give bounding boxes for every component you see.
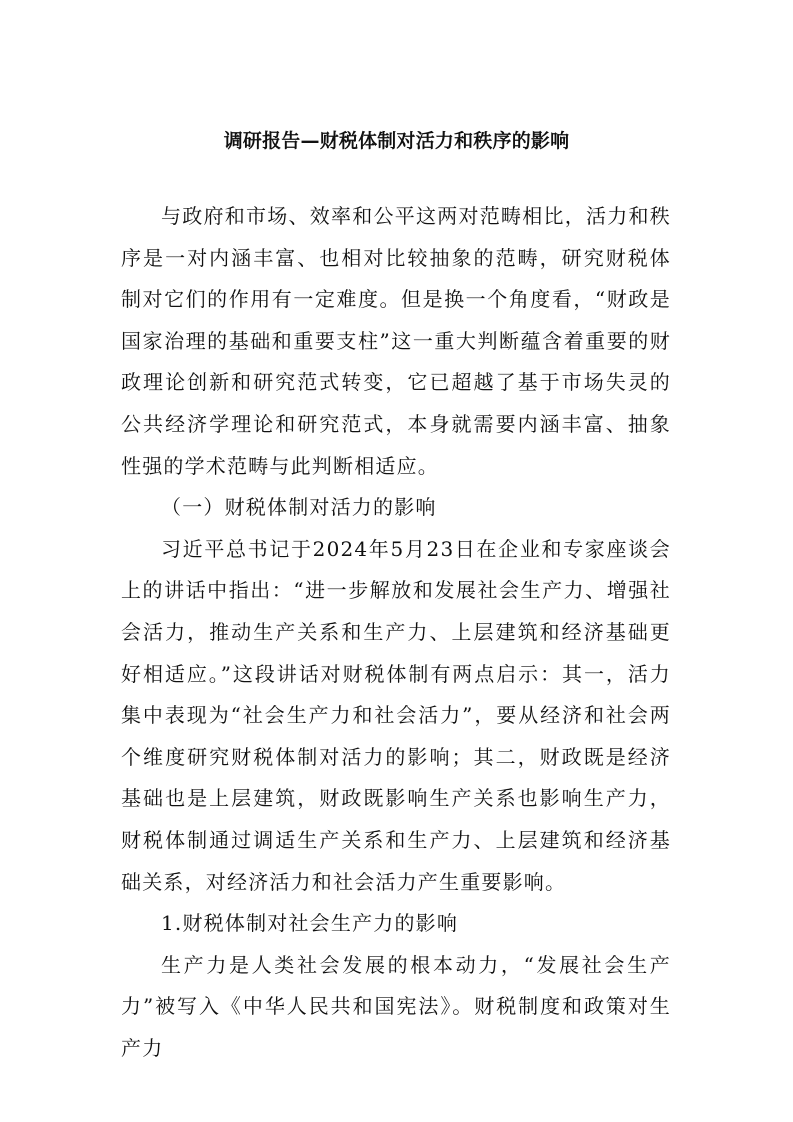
subsection-heading-productivity: 1.财税体制对社会生产力的影响: [161, 911, 459, 936]
section-heading-vitality: （一）财税体制对活力的影响: [161, 495, 437, 520]
paragraph-speech: 习近平总书记于2024年5月23日在企业和专家座谈会上的讲话中指出：“进一步解放和发展社会生产力、增强社会活力，推动生产关系和生产力、上层建筑和经济基础更好相适应。”这段讲话对财税体制有两点启示：其一，活力集中表现为“社会生产力和社会活力”，要从经济和社会两个维度研究财税体制对活力的影响；其二，财政既是经济基础也是上层建筑，财政既影响生产关系也影响生产力，财税体制通过调适生产关系和生产力、上层建筑和经济基础关系，对经济活力和社会活力产生重要影响。: [121, 536, 671, 894]
document-body: [121, 196, 671, 1069]
document-title: 调研报告—财税体制对活力和秩序的影响: [223, 130, 570, 152]
paragraph-intro: 与政府和市场、效率和公平这两对范畴相比，活力和秩序是一对内涵丰富、也相对比较抽象的范畴，研究财税体制对它们的作用有一定难度。但是换一个角度看，“财政是国家治理的基础和重要支柱”这一重大判断蕴含着重要的财政理论创新和研究范式转变，它已超越了基于市场失灵的公共经济学理论和研究范式，本身就需要内涵丰富、抽象性强的学术范畴与此判断相适应。: [121, 204, 671, 478]
paragraph-productivity: 生产力是人类社会发展的根本动力，“发展社会生产力”被写入《中华人民共和国宪法》。财税制度和政策对生产力: [121, 952, 671, 1060]
